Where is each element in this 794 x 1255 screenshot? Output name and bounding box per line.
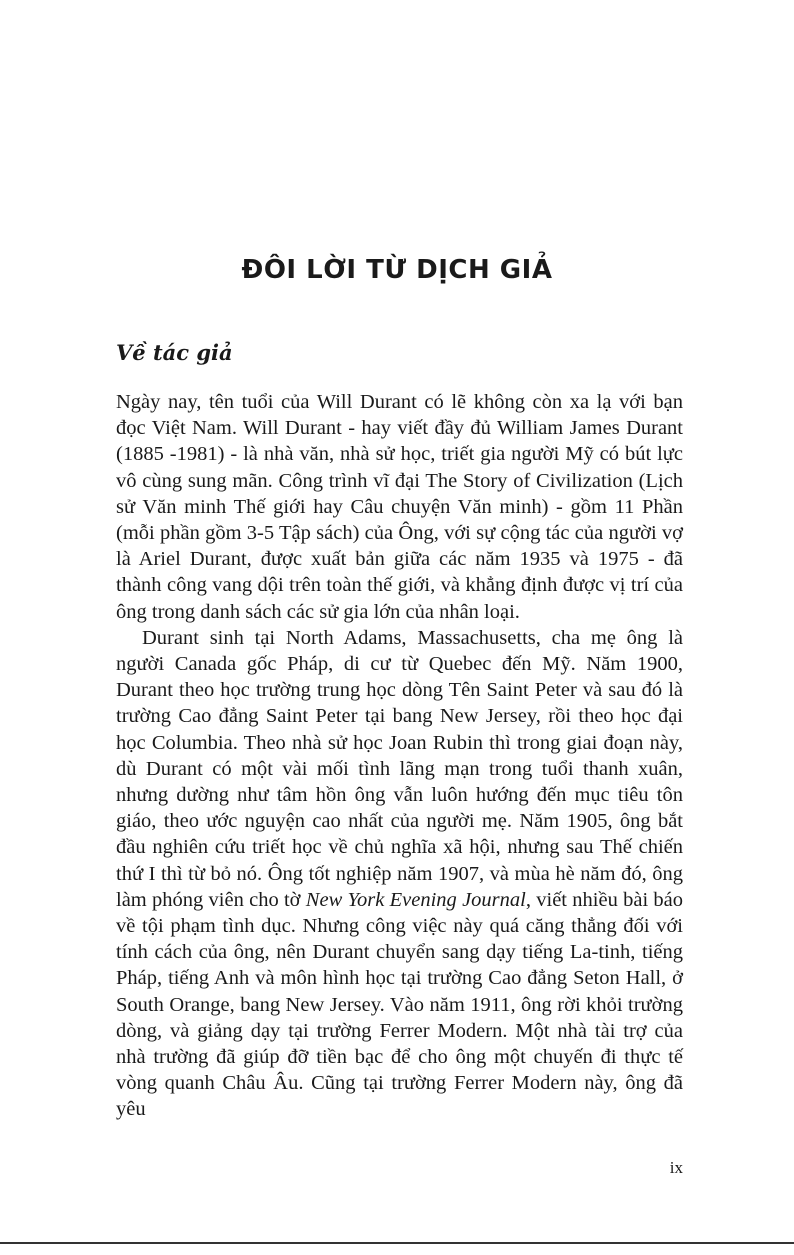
page-edge-line [0, 1242, 794, 1244]
paragraph-2-text-start: Durant sinh tại North Adams, Massachusetts, cha mẹ ông là người Canada gốc Pháp, di cư từ Quebec đến Mỹ. Năm 1900, Durant theo học trường trung học dòng Tên Saint Peter và sau đó là trường Cao đẳng Saint Peter tại bang New Jersey, rồi theo học đại học Columbia. Theo nhà sử học Joan Rubin thì trong giai đoạn này, dù Durant có một vài mối tình lãng mạn trong tuổi thanh xuân, nhưng dường như tâm hồn ông vẫn luôn hướng đến mục tiêu tôn giáo, theo ước nguyện cao nhất của người mẹ. Năm 1905, ông bắt đầu nghiên cứu triết học về chủ nghĩa xã hội, nhưng sau Thế chiến thứ I thì từ bỏ nó. Ông tốt nghiệp năm 1907, và mùa hè năm đó, ông làm phóng viên cho tờ [116, 626, 683, 911]
paragraph-2-text-end: , viết nhiều bài báo về tội phạm tình dục. Nhưng công việc này quá căng thẳng đối với tính cách của ông, nên Durant chuyển sang dạy tiếng La-tinh, tiếng Pháp, tiếng Anh và môn hình học tại trường Cao đẳng Seton Hall, ở South Orange, bang New Jersey. Vào năm 1911, ông rời khỏi trường dòng, và giảng dạy tại trường Ferrer Modern. Một nhà tài trợ của nhà trường đã giúp đỡ tiền bạc để cho ông một chuyến đi thực tế vòng quanh Châu Âu. Cũng tại trường Ferrer Modern này, ông đã yêu [116, 888, 684, 1121]
section-heading: Về tác giả [116, 340, 233, 365]
newspaper-title: New York Evening Journal [305, 888, 526, 911]
chapter-title: ĐÔI LỜI TỪ DỊCH GIẢ [241, 255, 553, 285]
paragraph-2 [116, 625, 683, 1123]
page-number: ix [669, 1158, 683, 1177]
body-text [116, 389, 683, 1123]
paragraph-1: Ngày nay, tên tuổi của Will Durant có lẽ không còn xa lạ với bạn đọc Việt Nam. Will Durant - hay viết đầy đủ William James Durant (1885 -1981) - là nhà văn, nhà sử học, triết gia người Mỹ có bút lực vô cùng sung mãn. Công trình vĩ đại The Story of Civilization (Lịch sử Văn minh Thế giới hay Câu chuyện Văn minh) - gồm 11 Phần (mỗi phần gồm 3-5 Tập sách) của Ông, với sự cộng tác của người vợ là Ariel Durant, được xuất bản giữa các năm 1935 và 1975 - đã thành công vang dội trên toàn thế giới, và khẳng định được vị trí của ông trong danh sách các sử gia lớn của nhân loại. [116, 391, 683, 623]
